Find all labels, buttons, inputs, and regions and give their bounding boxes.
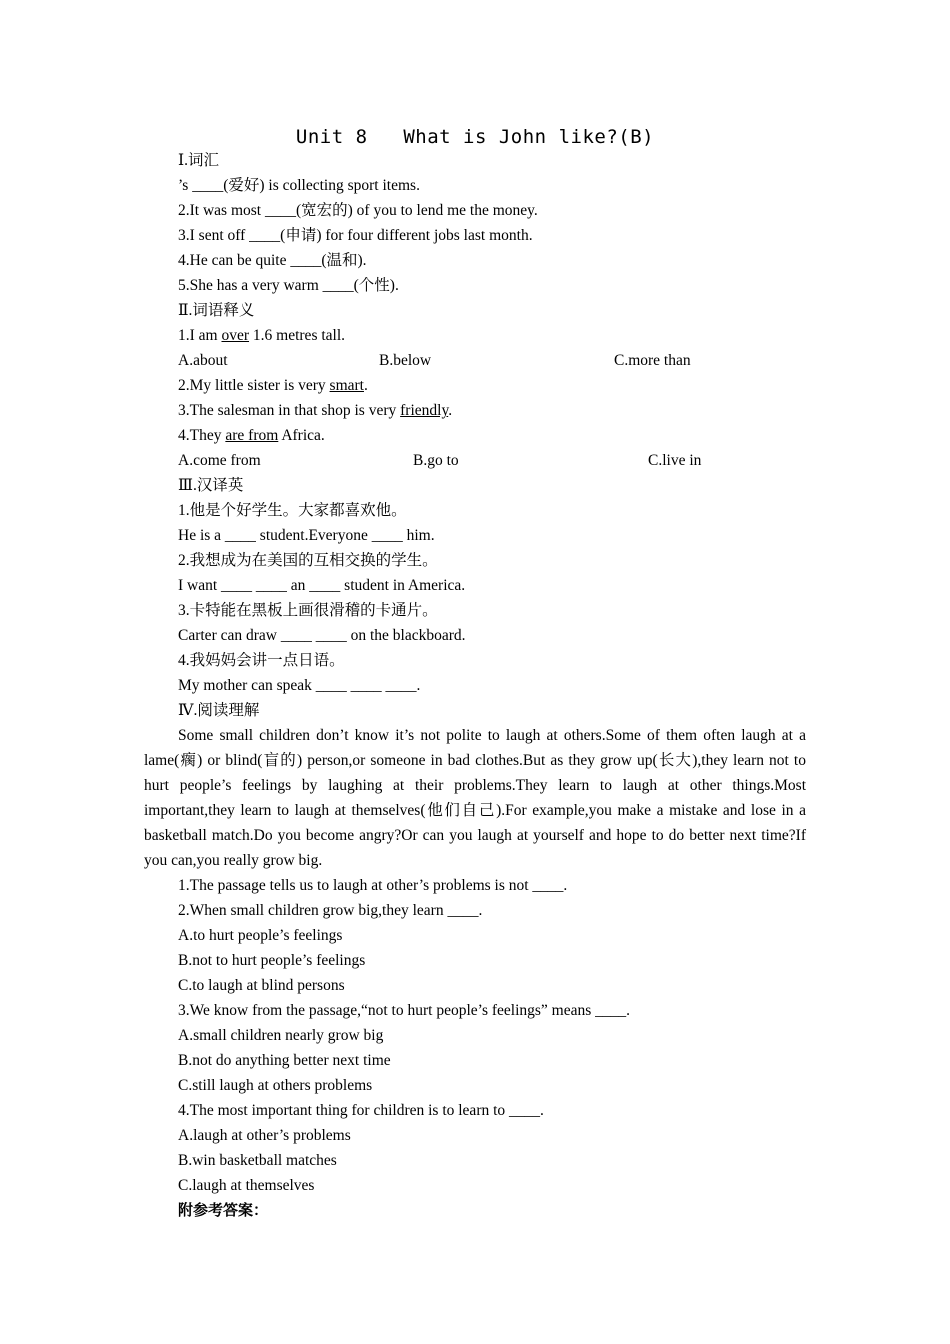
reading-option: C.laugh at themselves — [178, 1177, 315, 1194]
reading-option: C.to laugh at blind persons — [178, 977, 345, 994]
definition-options-1 — [144, 348, 806, 373]
reading-option: C.still laugh at others problems — [178, 1077, 373, 1094]
section-heading-reading: Ⅳ.阅读理解 — [178, 702, 260, 719]
definition-question-2: 2.My little sister is very smart. — [178, 377, 368, 394]
vocab-item-3: 3.I sent off ____(申请) for four different jobs last month. — [178, 227, 533, 244]
reading-option: A.small children nearly grow big — [178, 1027, 384, 1044]
definition-question-3: 3.The salesman in that shop is very friendly. — [178, 402, 453, 419]
reading-question-2: 2.When small children grow big,they learn ____. — [178, 902, 483, 919]
reading-option: B.win basketball matches — [178, 1152, 337, 1169]
translation-answer-1: He is a ____ student.Everyone ____ him. — [178, 527, 435, 544]
translation-answer-3: Carter can draw ____ ____ on the blackboard. — [178, 627, 466, 644]
definition-question-1: 1.I am over 1.6 metres tall. — [178, 327, 346, 344]
reading-option: A.laugh at other’s problems — [178, 1127, 351, 1144]
vocab-item-5: 5.She has a very warm ____(个性). — [178, 277, 399, 294]
translation-prompt-4: 4.我妈妈会讲一点日语。 — [178, 652, 345, 669]
section-heading-definitions: Ⅱ.词语释义 — [178, 302, 255, 319]
translation-prompt-1: 1.他是个好学生。大家都喜欢他。 — [178, 502, 407, 519]
vocab-item-2: 2.It was most ____(宽宏的) of you to lend me the money. — [178, 202, 538, 219]
underlined-word: smart — [329, 377, 364, 394]
translation-prompt-3: 3.卡特能在黑板上画很滑稽的卡通片。 — [178, 602, 438, 619]
translation-answer-4: My mother can speak ____ ____ ____. — [178, 677, 421, 694]
reading-question-1: 1.The passage tells us to laugh at other’s problems is not ____. — [178, 877, 568, 894]
underlined-word: friendly — [400, 402, 449, 419]
reading-option: B.not do anything better next time — [178, 1052, 391, 1069]
definition-options-4 — [144, 448, 806, 473]
reading-question-4: 4.The most important thing for children is to learn to ____. — [178, 1102, 544, 1119]
definition-question-4: 4.They are from Africa. — [178, 427, 325, 444]
page-title: Unit 8 What is John like?(B) — [295, 126, 655, 148]
option-b: B.below — [379, 352, 432, 369]
underlined-word: are from — [225, 427, 279, 444]
reading-passage: Some small children don’t know it’s not polite to laugh at others.Some of them often laugh at a lame(瘸) or blind(盲的) person,or someone in bad clothes.But as they grow up(长大),they learn not to hurt people’s feelings by laughing at their problems.They learn to laugh at other things.Most important,they learn to laugh at themselves(他们自己).For example,you make a mistake and lose in a basketball match.Do you become angry?Or can you laugh at yourself and hope to do better next time?If you can,you really grow big. — [144, 727, 806, 869]
option-a: A.come from — [178, 452, 261, 469]
reading-option: B.not to hurt people’s feelings — [178, 952, 366, 969]
vocab-item-4: 4.He can be quite ____(温和). — [178, 252, 367, 269]
translation-prompt-2: 2.我想成为在美国的互相交换的学生。 — [178, 552, 438, 569]
translation-answer-2: I want ____ ____ an ____ student in America. — [178, 577, 466, 594]
section-heading-translation: Ⅲ.汉译英 — [178, 477, 244, 494]
option-c: C.more than — [614, 352, 691, 369]
section-heading-vocabulary: Ⅰ.词汇 — [178, 152, 219, 169]
worksheet-content — [144, 148, 806, 1223]
option-c: C.live in — [648, 452, 702, 469]
vocab-item-1: ’s ____(爱好) is collecting sport items. — [178, 177, 420, 194]
reading-question-3: 3.We know from the passage,“not to hurt people’s feelings” means ____. — [178, 1002, 631, 1019]
underlined-word: over — [221, 327, 250, 344]
option-a: A.about — [178, 352, 228, 369]
option-b: B.go to — [413, 452, 459, 469]
reading-option: A.to hurt people’s feelings — [178, 927, 343, 944]
answers-heading: 附参考答案： — [178, 1201, 269, 1219]
